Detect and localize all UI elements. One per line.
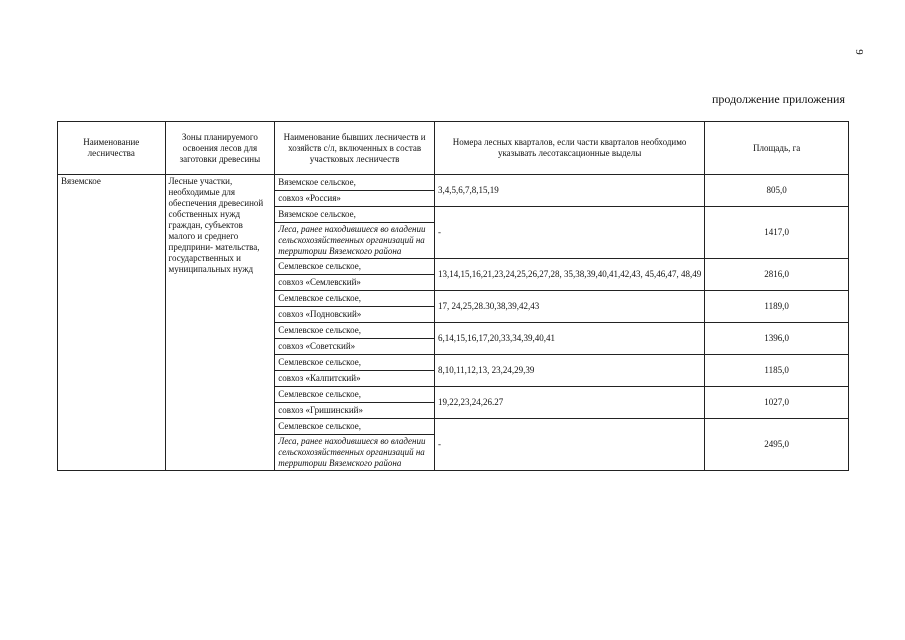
quarters-cell: 17, 24,25,28.30,38,39,42,43 [434,291,704,323]
farm-line1: Семлевское сельское, [275,419,435,435]
area-cell: 1185,0 [705,355,849,387]
farm-line1: Вяземское сельское, [275,207,435,223]
header-quarters: Номера лесных кварталов, если части кварталов необходимо указывать лесотаксационные выделы [434,122,704,175]
continuation-label: продолжение приложения [712,92,845,106]
quarters-cell: - [434,207,704,259]
area-cell: 1417,0 [705,207,849,259]
farm-line2: совхоз «Семлевский» [275,275,435,291]
quarters-cell: 19,22,23,24,26.27 [434,387,704,419]
page-number: 9 [852,49,865,55]
area-cell: 1396,0 [705,323,849,355]
area-cell: 1027,0 [705,387,849,419]
farm-line1: Семлевское сельское, [275,355,435,371]
header-area: Площадь, га [705,122,849,175]
farm-line2: Леса, ранее находившиеся во владении сельскохозяйственных организаций на территории Вяземского района [275,223,435,259]
farm-line2: совхоз «Подновский» [275,307,435,323]
table-row [58,175,849,191]
quarters-cell: 8,10,11,12,13, 23,24,29,39 [434,355,704,387]
farm-line2: Леса, ранее находившиеся во владении сельскохозяйственных организаций на территории Вяземского района [275,435,435,471]
farm-line1: Семлевское сельское, [275,387,435,403]
area-cell: 2816,0 [705,259,849,291]
quarters-cell: - [434,419,704,471]
farm-line2: совхоз «Советский» [275,339,435,355]
quarters-cell: 3,4,5,6,7,8,15,19 [434,175,704,207]
farm-line2: совхоз «Россия» [275,191,435,207]
farm-line1: Семлевское сельское, [275,259,435,275]
quarters-cell: 13,14,15,16,21,23,24,25,26,27,28, 35,38,39,40,41,42,43, 45,46,47, 48,49 [434,259,704,291]
table-header-row [58,122,849,175]
farm-line1: Вяземское сельское, [275,175,435,191]
area-cell: 2495,0 [705,419,849,471]
area-cell: 805,0 [705,175,849,207]
forestry-name: Вяземское [58,175,166,471]
header-zone: Зоны планируемого освоения лесов для заготовки древесины [165,122,275,175]
zone-description: Лесные участки, необходимые для обеспечения древесиной собственных нужд граждан, субъектов малого и среднего предприни- мательства, государственных и муниципальных нужд [165,175,275,471]
farm-line2: совхоз «Гришинский» [275,403,435,419]
farm-line2: совхоз «Калпитский» [275,371,435,387]
farm-line1: Семлевское сельское, [275,291,435,307]
farm-line1: Семлевское сельское, [275,323,435,339]
forest-zones-table [57,121,849,471]
quarters-cell: 6,14,15,16,17,20,33,34,39,40,41 [434,323,704,355]
header-former-farms: Наименование бывших лесничеств и хозяйств с/л, включенных в состав участковых лесничеств [275,122,435,175]
area-cell: 1189,0 [705,291,849,323]
header-forestry: Наименование лесничества [58,122,166,175]
